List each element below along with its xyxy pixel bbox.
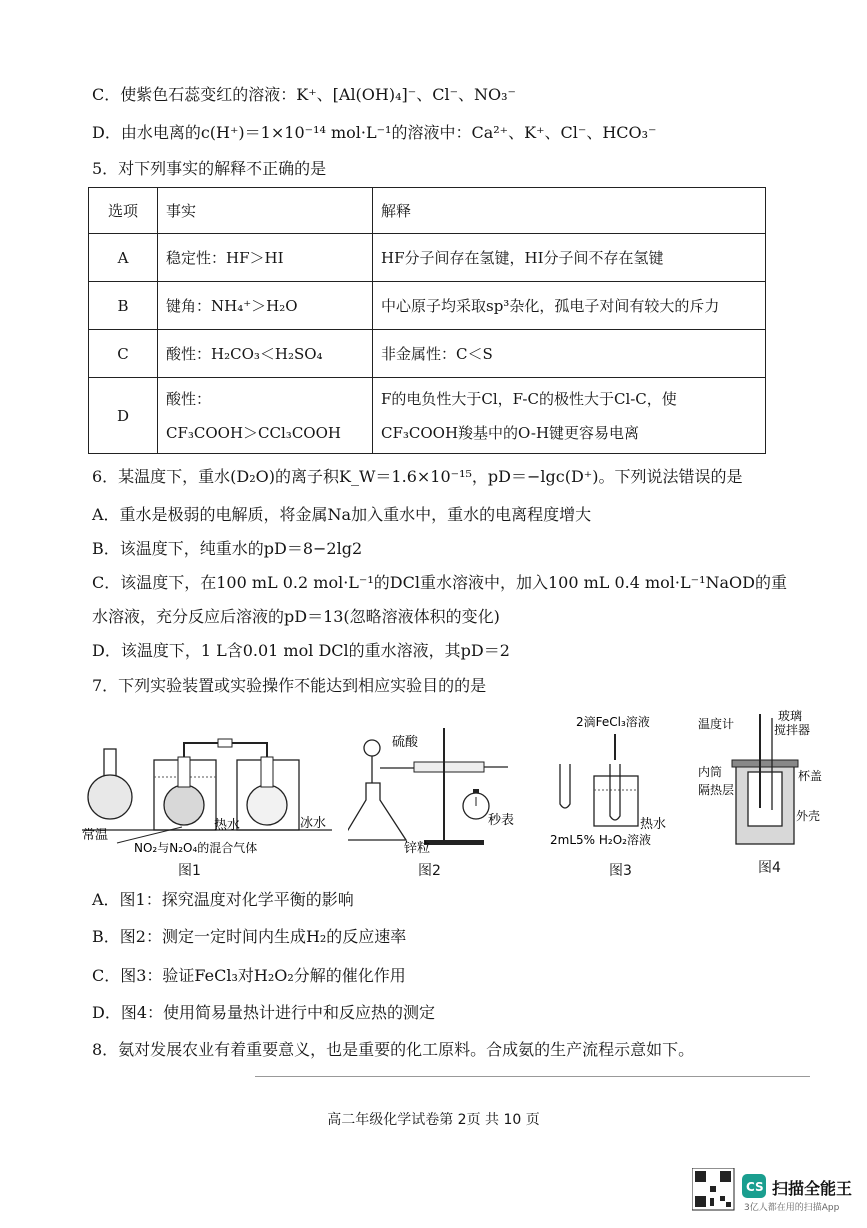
fig4-lid-label: 杯盖 (798, 769, 823, 783)
row-fact: 酸性：H₂CO₃＜H₂SO₄ (158, 330, 373, 378)
figure-1-drawing (82, 735, 342, 870)
question-5: 5．对下列事实的解释不正确的是 (92, 159, 327, 178)
row-fact: 稳定性：HF＞HI (158, 234, 373, 282)
figure-1 (82, 735, 342, 874)
fig1-ice-label: 冰水 (300, 816, 327, 831)
fig1-hot-label: 热水 (214, 818, 241, 833)
table-header-row (89, 188, 766, 234)
table-header: 事实 (158, 188, 373, 234)
question-7: 7．下列实验装置或实验操作不能达到相应实验目的的是 (92, 676, 487, 695)
row-expl-line1: F的电负性大于Cl，F-C的极性大于Cl-C，使 (381, 389, 677, 408)
fig2-stopwatch-label: 秒表 (488, 813, 515, 828)
table-row (89, 282, 766, 330)
row-option: C (89, 330, 158, 378)
q7-option-d: D．图4：使用简易量热计进行中和反应热的测定 (92, 1003, 436, 1022)
scanner-app-name: 扫描全能王 (772, 1179, 853, 1198)
fig4-shell-label: 外壳 (796, 809, 821, 823)
figure-4-drawing (698, 708, 828, 858)
scanner-app-tagline: 3亿人都在用的扫描App (744, 1203, 840, 1213)
q7-option-a: A．图1：探究温度对化学平衡的影响 (92, 890, 354, 909)
figure-2-caption: 图2 (418, 863, 441, 879)
question-6: 6．某温度下，重水(D₂O)的离子积K_W＝1.6×10⁻¹⁵，pD＝−lgc(D⁺)。下列说法错误的是 (92, 467, 743, 486)
option-d-q4: D．由水电离的c(H⁺)＝1×10⁻¹⁴ mol·L⁻¹的溶液中：Ca²⁺、K⁺、Cl⁻、HCO₃⁻ (92, 123, 657, 142)
question-8: 8．氨对发展农业有着重要意义，也是重要的化工原料。合成氨的生产流程示意如下。 (92, 1040, 695, 1059)
table-row (89, 378, 766, 454)
row-explanation: 非金属性：C＜S (373, 330, 766, 378)
table-row (89, 234, 766, 282)
fig3-fecl3-label: 2滴FeCl₃溶液 (576, 715, 650, 729)
q6-option-c: C．该温度下，在100 mL 0.2 mol·L⁻¹的DCl重水溶液中，加入100 mL 0.4 mol·L⁻¹NaOD的重 (92, 573, 787, 592)
row-option: A (89, 234, 158, 282)
q6-option-d: D．该温度下，1 L含0.01 mol DCl的重水溶液，其pD＝2 (92, 641, 510, 660)
row-fact-line2: CF₃COOH＞CCl₃COOH (166, 423, 341, 442)
q6-option-a: A．重水是极弱的电解质，将金属Na加入重水中，重水的电离程度增大 (92, 505, 592, 524)
footer-divider (255, 1076, 810, 1077)
fig1-gas-label: NO₂与N₂O₄的混合气体 (134, 841, 258, 855)
cs-logo-text: CS (746, 1180, 764, 1194)
fig4-stirrer-label: 玻璃 (778, 709, 803, 723)
figure-3-caption: 图3 (609, 863, 632, 879)
table-row (89, 330, 766, 378)
fig4-insulation-label: 隔热层 (698, 783, 735, 797)
fig1-room-label: 常温 (82, 828, 109, 843)
figure-4-caption: 图4 (758, 860, 781, 876)
figure-1-caption: 图1 (178, 863, 201, 879)
q5-table (88, 187, 766, 454)
page-footer: 高二年级化学试卷第 2页 共 10 页 (327, 1112, 540, 1128)
row-explanation: 中心原子均采取sp³杂化，孤电子对间有较大的斥力 (373, 282, 766, 330)
figure-4 (698, 708, 828, 862)
table-header: 选项 (89, 188, 158, 234)
row-option: D (89, 378, 158, 454)
fig4-thermo-label: 温度计 (698, 717, 735, 731)
row-explanation: HF分子间存在氢键，HI分子间不存在氢键 (373, 234, 766, 282)
figure-3 (548, 712, 688, 856)
q6-option-c-cont: 水溶液，充分反应后溶液的pD＝13(忽略溶液体积的变化) (92, 607, 500, 626)
row-explanation (373, 378, 766, 454)
row-fact-line1: 酸性： (166, 389, 212, 408)
fig2-zinc-label: 锌粒 (404, 841, 431, 856)
fig4-stirrer-label-2: 搅拌器 (774, 723, 811, 737)
q7-option-b: B．图2：测定一定时间内生成H₂的反应速率 (92, 927, 407, 946)
option-c-q4: C．使紫色石蕊变红的溶液：K⁺、[Al(OH)₄]⁻、Cl⁻、NO₃⁻ (92, 85, 516, 104)
fig3-h2o2-label: 2mL5% H₂O₂溶液 (550, 833, 651, 847)
row-fact (158, 378, 373, 454)
figure-3-drawing (548, 712, 688, 852)
fig2-acid-label: 硫酸 (392, 735, 419, 750)
row-fact: 键角：NH₄⁺＞H₂O (158, 282, 373, 330)
row-expl-line2: CF₃COOH羧基中的O-H键更容易电离 (381, 423, 640, 442)
fig3-hot-label: 热水 (640, 817, 667, 832)
fig4-cup-label: 内筒 (698, 765, 723, 779)
figure-2 (348, 728, 538, 862)
scanner-badge (692, 1168, 770, 1222)
row-option: B (89, 282, 158, 330)
q7-option-c: C．图3：验证FeCl₃对H₂O₂分解的催化作用 (92, 966, 406, 985)
q6-option-b: B．该温度下，纯重水的pD＝8−2lg2 (92, 539, 363, 558)
table-header: 解释 (373, 188, 766, 234)
figure-2-drawing (348, 728, 538, 858)
